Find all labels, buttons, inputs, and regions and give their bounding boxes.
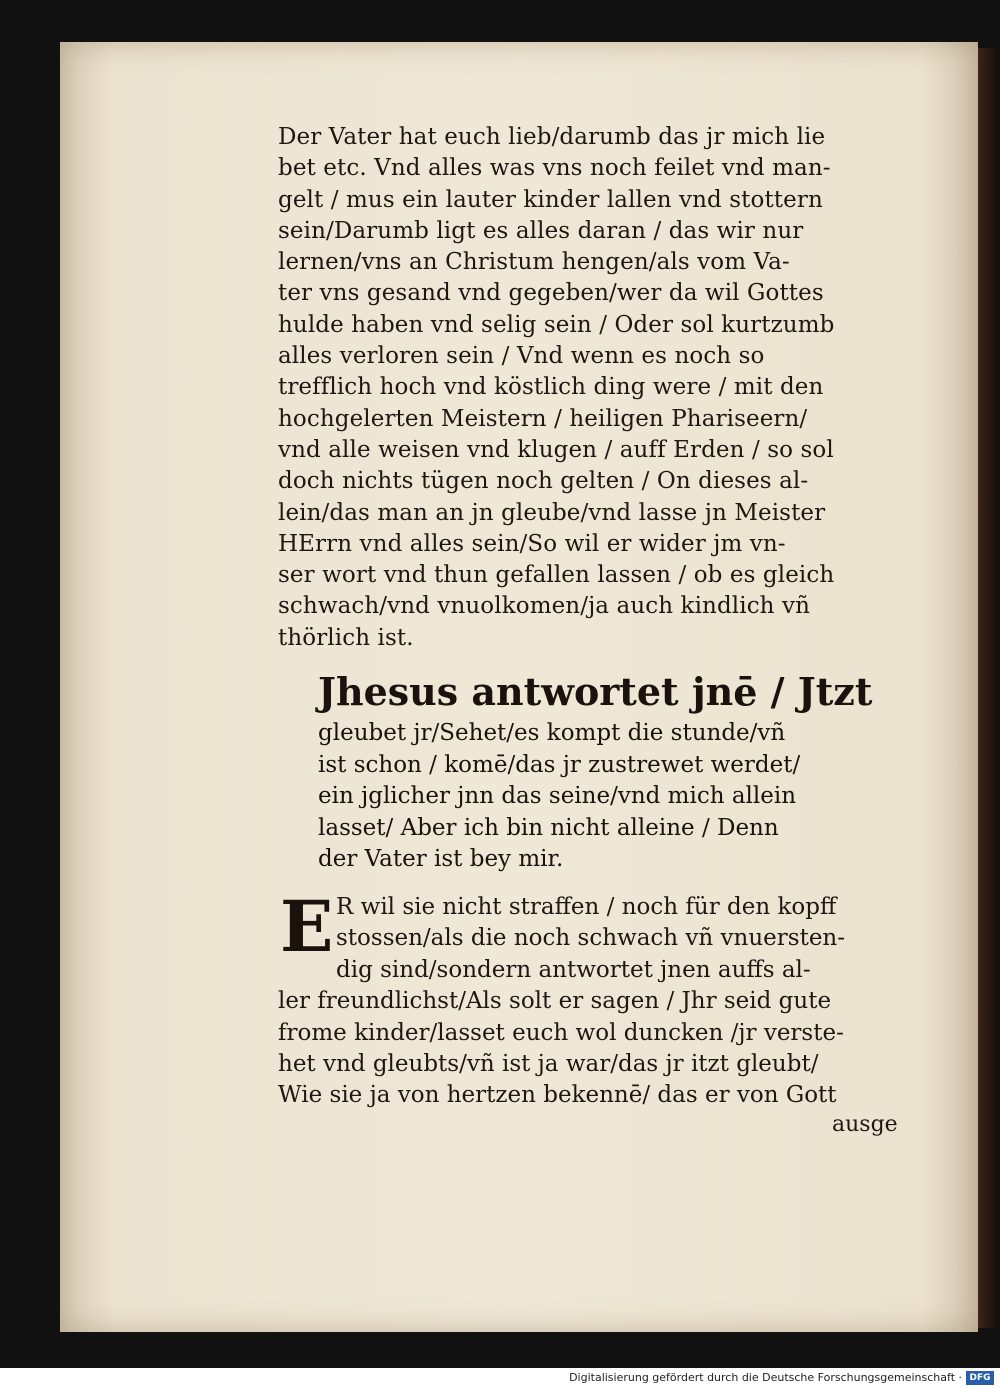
text-line: stossen/als die noch schwach vñ vnuersten- (336, 925, 846, 952)
text-line: gelt / mus ein lauter kinder lallen vnd stottern (278, 186, 823, 213)
quote-line: ein jglicher jnn das seine/vnd mich allein (318, 783, 797, 809)
footer-credit: Digitalisierung gefördert durch die Deutsche Forschungsgemeinschaft · (569, 1371, 962, 1384)
book-edge (978, 48, 996, 1328)
body-text-top (278, 122, 924, 654)
drop-cap: E (280, 885, 334, 968)
text-line: lein/das man an jn gleube/vnd lasse jn Meister (278, 499, 826, 526)
text-line: sein/Darumb ligt es alles daran / das wir nur (278, 217, 804, 244)
quote-line: ist schon / komē/das jr zustrewet werdet/ (318, 751, 801, 778)
catchword: ausge (832, 1112, 898, 1137)
text-line: bet etc. Vnd alles was vns noch feilet vnd man- (278, 155, 831, 182)
text-line: vnd alle weisen vnd klugen / auff Erden / so sol (278, 436, 834, 463)
text-line: hulde haben vnd selig sein / Oder sol kurtzumb (278, 311, 835, 338)
text-line: Wie sie ja von hertzen bekennē/ das er von Gott (278, 1082, 837, 1109)
quote-heading: Jhesus antwortet jnē / Jtzt (318, 669, 873, 714)
text-line: hochgelerten Meistern / heiligen Phariseern/ (278, 405, 808, 432)
text-line: het vnd gleubts/vñ ist ja war/das jr itzt gleubt/ (278, 1050, 819, 1077)
text-line: schwach/vnd vnuolkomen/ja auch kindlich vñ (278, 593, 811, 620)
scripture-quote-block (318, 668, 918, 876)
text-line: lernen/vns an Christum hengen/als vom Va- (278, 249, 790, 276)
quote-line: lasset/ Aber ich bin nicht alleine / Denn (318, 814, 779, 841)
text-line: ler freundlichst/Als solt er sagen / Jhr seid gute (278, 988, 832, 1015)
quote-line: gleubet jr/Sehet/es kompt die stunde/vñ (318, 720, 786, 746)
text-line: HErrn vnd alles sein/So wil er wider jm vn- (278, 530, 786, 557)
quote-line: der Vater ist bey mir. (318, 846, 564, 872)
dfg-logo-icon: DFG (966, 1371, 994, 1385)
commentary-paragraph (278, 885, 924, 1112)
text-line: alles verloren sein / Vnd wenn es noch so (278, 343, 765, 370)
text-line: doch nichts tügen noch gelten / On dieses al- (278, 468, 809, 495)
text-line: trefflich hoch vnd köstlich ding were / mit den (278, 374, 824, 401)
text-line: thörlich ist. (278, 624, 414, 651)
text-line: R wil sie nicht straffen / noch für den kopff (336, 894, 837, 920)
footer-bar (0, 1368, 1000, 1389)
text-line: Der Vater hat euch lieb/darumb das jr mich lie (278, 124, 826, 150)
text-line: ser wort vnd thun gefallen lassen / ob es gleich (278, 562, 835, 589)
text-line: ter vns gesand vnd gegeben/wer da wil Gottes (278, 280, 824, 307)
text-line: dig sind/sondern antwortet jnen auffs al- (336, 956, 811, 983)
text-line: frome kinder/lasset euch wol duncken /jr verste- (278, 1019, 844, 1046)
